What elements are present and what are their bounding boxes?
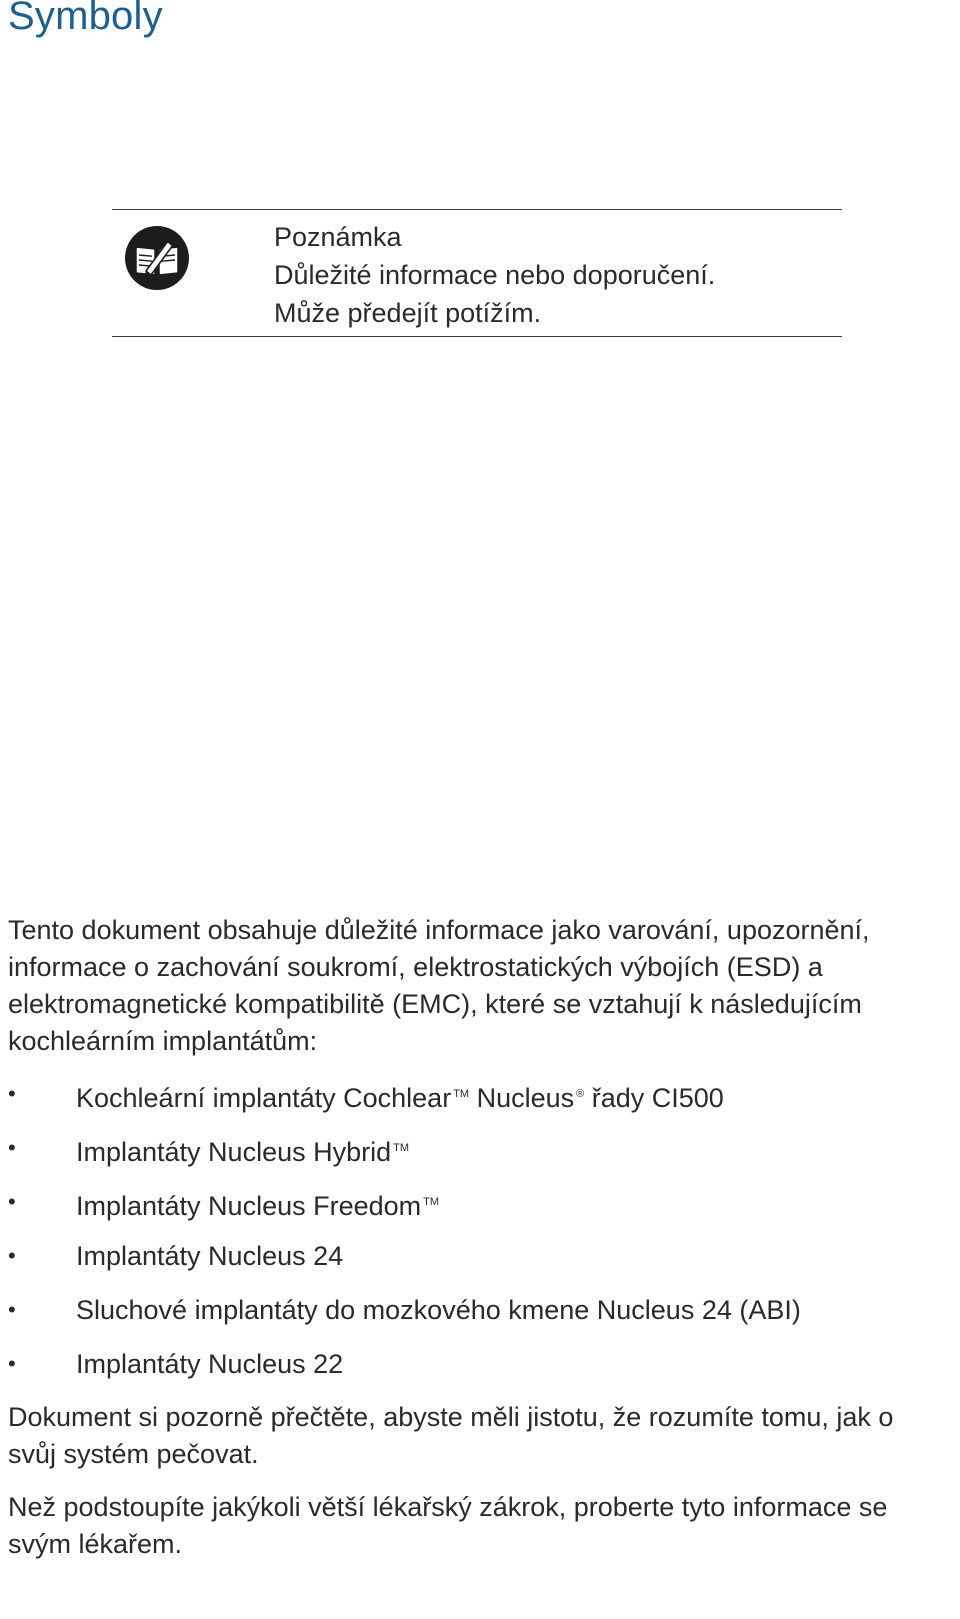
list-item-text-post: řady CI500: [584, 1083, 724, 1113]
trademark-mark: TM: [393, 1142, 410, 1154]
bullet-icon: •: [8, 1297, 16, 1322]
registered-mark: ®: [576, 1088, 585, 1100]
list-item: [8, 1074, 801, 1128]
intro-paragraph: Tento dokument obsahuje důležité informace jako varování, upozornění, informace o zachování soukromí, elektrostatických výbojích (ESD) a elektromagnetické kompatibilitě (EMC), které se vztahují k následujícím kochleárním implantátům:: [8, 915, 870, 1056]
list-item-text: Implantáty Nucleus Freedom: [76, 1191, 422, 1221]
list-item: [8, 1290, 801, 1344]
list-item: [8, 1182, 801, 1236]
list-item-text-mid: Nucleus: [469, 1083, 575, 1113]
list-item-text: Sluchové implantáty do mozkového kmene Nucleus 24 (ABI): [76, 1295, 801, 1325]
care-paragraph: Dokument si pozorně přečtěte, abyste měli jistotu, že rozumíte tomu, jak o svůj systém pečovat.: [8, 1402, 894, 1469]
list-item-text: Implantáty Nucleus 24: [76, 1241, 344, 1271]
list-item: [8, 1344, 801, 1398]
list-item: [8, 1128, 801, 1182]
bullet-icon: •: [8, 1243, 16, 1268]
page-title: Symboly: [8, 0, 163, 38]
list-item-text: Implantáty Nucleus Hybrid: [76, 1137, 392, 1167]
trademark-mark: TM: [453, 1088, 470, 1100]
list-item-text: Implantáty Nucleus 22: [76, 1349, 344, 1379]
trademark-mark: TM: [423, 1196, 440, 1208]
list-item-text: Kochleární implantáty Cochlear: [76, 1083, 452, 1113]
note-line-1: Důležité informace nebo doporučení.: [274, 260, 716, 290]
bullet-icon: •: [8, 1351, 16, 1376]
note-callout: [112, 209, 842, 337]
note-line-2: Může předejít potížím.: [274, 298, 542, 328]
bullet-icon: •: [8, 1081, 16, 1106]
list-item: [8, 1236, 801, 1290]
note-text: [274, 218, 715, 332]
book-pen-icon: [124, 225, 190, 291]
doctor-paragraph: Než podstoupíte jakýkoli větší lékařský zákrok, proberte tyto informace se svým lékařem.: [8, 1492, 888, 1559]
bullet-icon: •: [8, 1135, 16, 1160]
bullet-icon: •: [8, 1189, 16, 1214]
implant-list: [8, 1074, 801, 1398]
note-label: Poznámka: [274, 222, 402, 252]
